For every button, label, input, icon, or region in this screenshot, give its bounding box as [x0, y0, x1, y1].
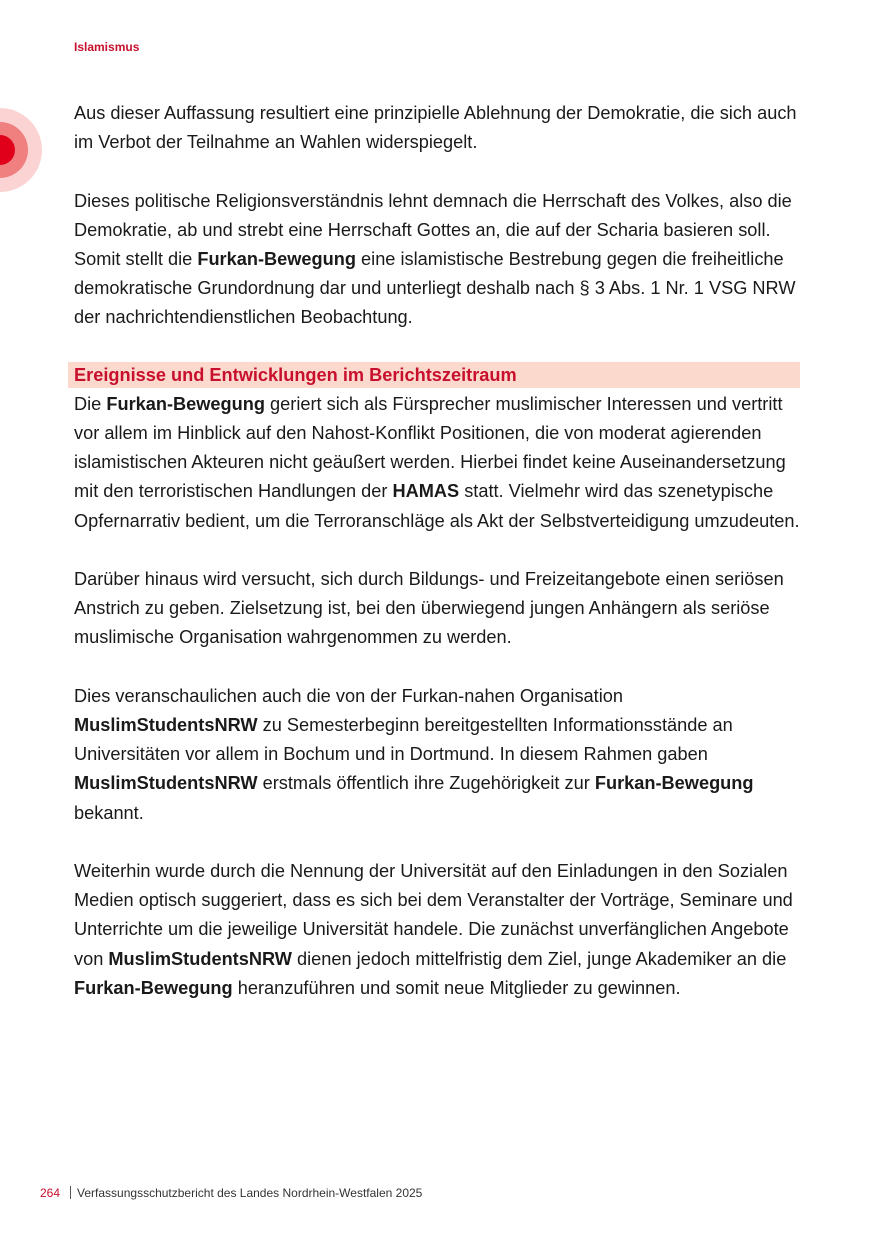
paragraph: Aus dieser Auffassung resultiert eine prinzipielle Ablehnung der Demokratie, die sich auch im Verbot der Teilnahme an Wahlen widerspiegelt.	[74, 103, 797, 153]
emphasis: Furkan-Bewegung	[74, 977, 233, 998]
emphasis: MuslimStudentsNRW	[74, 773, 258, 794]
footer-title: Verfassungsschutzbericht des Landes Nordrhein-Westfalen 2025	[77, 1186, 423, 1200]
emphasis: MuslimStudentsNRW	[108, 948, 292, 969]
emphasis: Furkan-Bewegung	[106, 393, 265, 414]
emphasis: MuslimStudentsNRW	[74, 715, 258, 735]
paragraph: Dies veranschaulichen auch die von der Furkan-nahen Organisation MuslimStudentsNRW zu Semesterbeginn bereitgestellten Informationsstände an Universitäten vor allem in Bochum und in Dortmund. In diesem Rahmen gaben MuslimStudentsNRW erstmals öffentlich ihre Zugehörigkeit zur Furkan-Bewegung bekannt.	[74, 685, 754, 823]
page-footer	[40, 1186, 422, 1200]
emphasis: Furkan-Bewegung	[197, 249, 356, 269]
paragraph: Die Furkan-Bewegung geriert sich als Fürsprecher muslimischer Interessen und vertritt vor allem im Hinblick auf den Nahost-Konflikt Positionen, die von moderat agierenden islamistischen Akteuren nicht geäußert werden. Hierbei findet keine Auseinandersetzung mit den terroristischen Handlungen der HAMAS statt. Vielmehr wird das szenetypische Opfernarrativ bedient, um die Terroranschläge als Akt der Selbstverteidigung umzudeuten.	[74, 393, 800, 531]
paragraph: Dieses politische Religionsverständnis lehnt demnach die Herrschaft des Volkes, also die Demokratie, ab und strebt eine Herrschaft Gottes an, die auf der Scharia basieren soll. Somit stellt die Furkan-Bewegung eine islamistische Bestrebung gegen die freiheitliche demokratische Grundordnung dar und unterliegt deshalb nach § 3 Abs. 1 Nr. 1 VSG NRW der nachrichtendienstlichen Beobachtung.	[74, 190, 796, 328]
paragraph: Darüber hinaus wird versucht, sich durch Bildungs- und Freizeitangebote einen seriösen Anstrich zu geben. Zielsetzung ist, bei den überwiegend jungen Anhängern als seriöse muslimische Organisation wahrgenommen zu werden.	[74, 569, 784, 648]
target-circles-decoration	[0, 108, 42, 192]
page-number: 264	[40, 1186, 61, 1200]
footer-divider	[70, 1186, 71, 1199]
body-text	[74, 99, 802, 1032]
running-header: Islamismus	[74, 40, 140, 54]
section-heading: Ereignisse und Entwicklungen im Berichtszeitraum	[68, 362, 800, 388]
paragraph: Weiterhin wurde durch die Nennung der Universität auf den Einladungen in den Sozialen Medien optisch suggeriert, dass es sich bei dem Veranstalter der Vorträge, Seminare und Unterrichte um die jeweilige Universität handele. Die zunächst unverfänglichen Angebote von MuslimStudentsNRW dienen jedoch mittelfristig dem Ziel, junge Akademiker an die Furkan-Bewegung heranzuführen und somit neue Mitglieder zu gewinnen.	[74, 861, 793, 998]
emphasis: Furkan-Bewegung	[594, 773, 754, 794]
emphasis: HAMAS	[392, 481, 460, 502]
